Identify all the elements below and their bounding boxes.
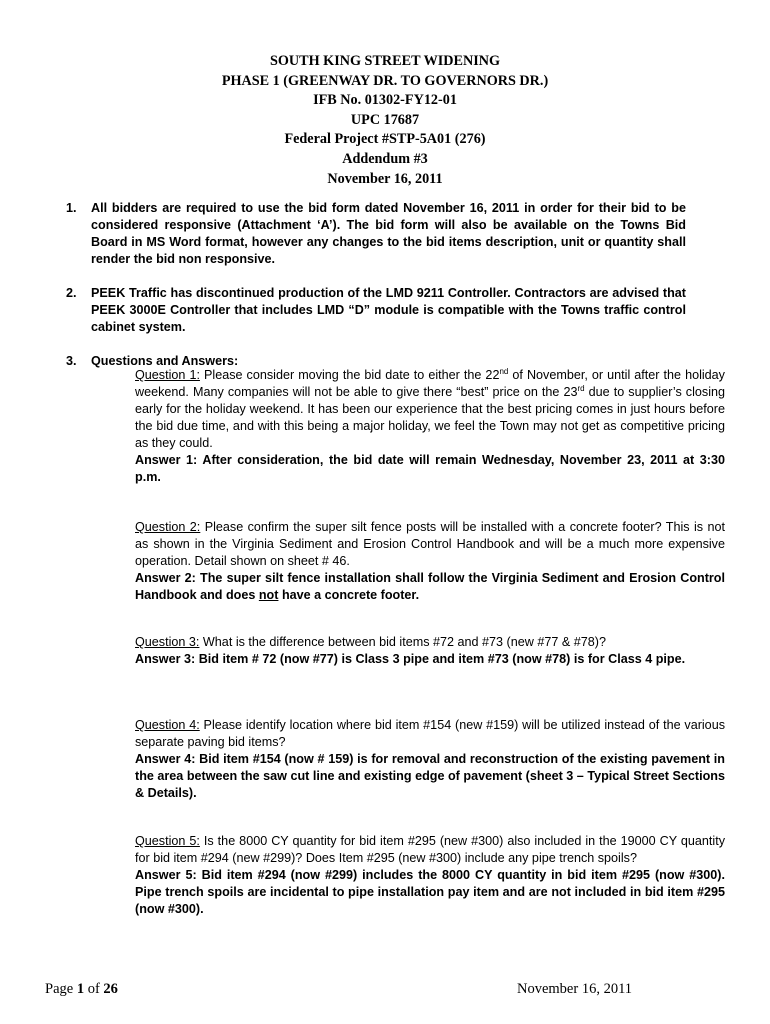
question-label: Question 1:	[135, 368, 200, 382]
answer-4: Answer 4: Bid item #154 (now # 159) is for removal and reconstruction of the existing pavement in the area between the saw cut line and existing edge of pavement (sheet 3 – Typical Street Sections & Details).	[135, 752, 725, 800]
qa-block-5	[135, 833, 725, 918]
upc-number: UPC 17687	[350, 111, 420, 128]
answer-5: Answer 5: Bid item #294 (now #299) includes the 8000 CY quantity in bid item #295 (now #300). Pipe trench spoils are incidental to pipe installation pay item and are not included in bid item #295 (now #300).	[135, 868, 725, 916]
item-text: Questions and Answers:	[91, 354, 239, 368]
question-3: Question 3: What is the difference between bid items #72 and #73 (new #77 & #78)?	[135, 635, 606, 649]
question-label: Question 3:	[135, 635, 200, 649]
qa-block-1	[135, 367, 725, 486]
question-4: Question 4: Please identify location where bid item #154 (new #159) will be utilized instead of the various separate paving bid items?	[135, 718, 725, 749]
item-number: 3.	[66, 354, 77, 368]
qa-block-4	[135, 717, 725, 802]
federal-project: Federal Project #STP-5A01 (276)	[284, 131, 486, 148]
qa-block-3	[135, 634, 725, 668]
qa-block-2	[135, 519, 725, 604]
project-title: SOUTH KING STREET WIDENING	[269, 53, 501, 69]
document-header	[0, 52, 770, 189]
addendum-number: Addendum #3	[342, 150, 428, 167]
ifb-number: IFB No. 01302-FY12-01	[313, 92, 457, 109]
question-1: Question 1: Please consider moving the bid date to either the 22nd of November, or until after the holiday weekend. Many companies will not be able to give there “best” price on the 23rd due to supplier’s closing early for the holiday weekend. It has been our experience that the best pricing comes in just hours before the bid due time, and with this being a major holiday, we feel the Town may not get as competitive pricing as they could.	[135, 366, 725, 450]
footer-date: November 16, 2011	[517, 981, 633, 997]
page-number: Page 1 of 26	[45, 981, 118, 997]
question-5: Question 5: Is the 8000 CY quantity for bid item #295 (new #300) also included in the 19000 CY quantity for bid item #294 (new #299)? Does Item #295 (new #300) include any pipe trench spoils?	[135, 834, 725, 865]
item-number: 1.	[66, 201, 77, 215]
numbered-items	[66, 200, 686, 387]
answer-2: Answer 2: The super silt fence installation shall follow the Virginia Sediment and Erosion Control Handbook and does not have a concrete footer.	[135, 571, 725, 602]
item-number: 2.	[66, 286, 77, 300]
question-label: Question 2:	[135, 520, 201, 534]
answer-1: Answer 1: After consideration, the bid date will remain Wednesday, November 23, 2011 at 3:30 p.m.	[135, 453, 725, 484]
list-item	[66, 285, 686, 336]
question-label: Question 4:	[135, 718, 200, 732]
item-text: PEEK Traffic has discontinued production of the LMD 9211 Controller. Contractors are advised that PEEK 3000E Controller that includes LMD “D” module is compatible with the Towns traffic control cabinet system.	[91, 286, 686, 334]
header-date: November 16, 2011	[327, 170, 443, 187]
project-phase: PHASE 1 (GREENWAY DR. TO GOVERNORS DR.)	[221, 72, 549, 89]
item-text: All bidders are required to use the bid form dated November 16, 2011 in order for their bid to be considered responsive (Attachment ‘A’). The bid form will also be available on the Towns Bid Board in MS Word format, however any changes to the bid items description, unit or quantity shall render the bid non responsive.	[91, 201, 686, 266]
question-2: Question 2: Please confirm the super silt fence posts will be installed with a concrete footer? This is not as shown in the Virginia Sediment and Erosion Control Handbook and will be a much more expensive operation. Detail shown on sheet # 46.	[135, 520, 725, 568]
question-label: Question 5:	[135, 834, 200, 848]
answer-3: Answer 3: Bid item # 72 (now #77) is Class 3 pipe and item #73 (now #78) is for Class 4 pipe.	[135, 652, 686, 666]
list-item	[66, 200, 686, 268]
